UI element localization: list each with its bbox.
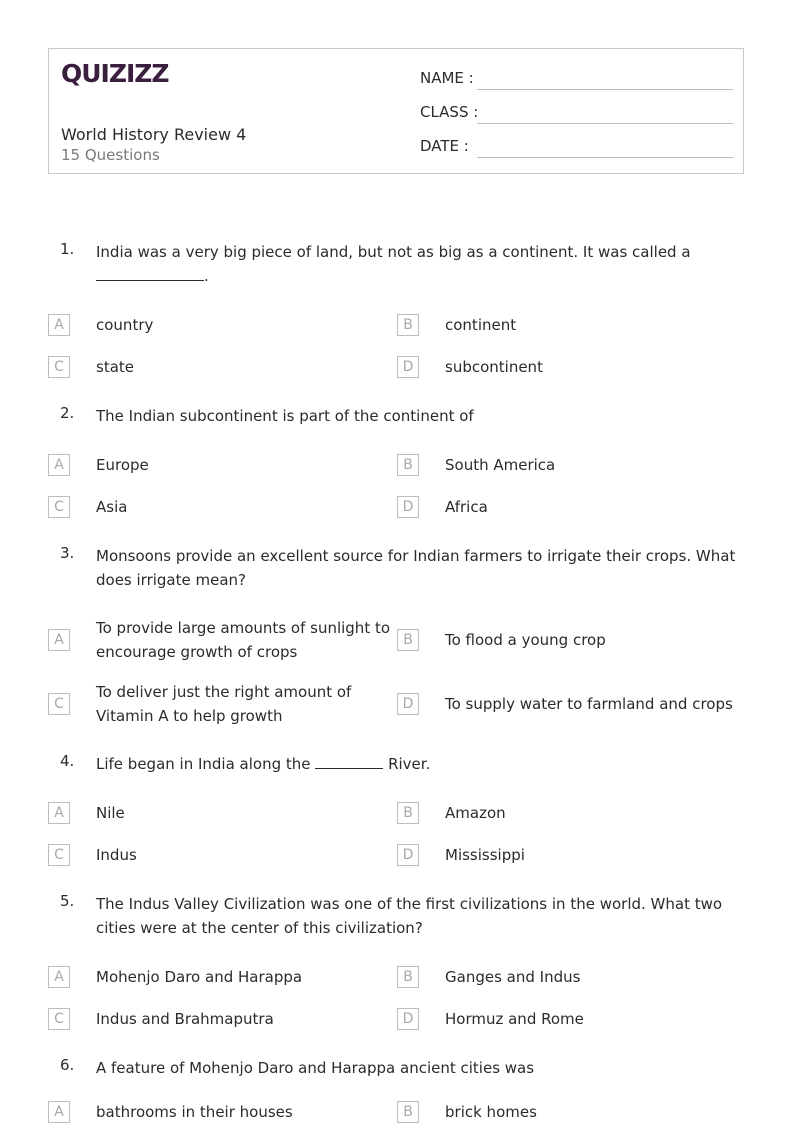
option-letter-box: B <box>397 314 419 336</box>
option-text: To provide large amounts of sunlight to encourage growth of crops <box>96 619 391 661</box>
option-letter-box: D <box>397 1008 419 1030</box>
name-line <box>477 89 733 90</box>
option-letter-box: A <box>48 966 70 988</box>
option-text: Ganges and Indus <box>445 968 581 986</box>
option-letter-box: A <box>48 314 70 336</box>
option-letter-box: C <box>48 693 70 715</box>
question-text <box>96 240 741 288</box>
question-count: 15 Questions <box>61 146 160 164</box>
option-letter-box: B <box>397 454 419 476</box>
option-text: Mohenjo Daro and Harappa <box>96 968 303 986</box>
option-letter-box: D <box>397 693 419 715</box>
answer-blank <box>315 754 383 769</box>
date-line <box>477 157 733 158</box>
option-letter-box: D <box>397 356 419 378</box>
question-number: 6. <box>60 1056 75 1074</box>
option-text: To flood a young crop <box>445 631 606 649</box>
option-letter-box: C <box>48 496 70 518</box>
question-number: 3. <box>60 544 75 562</box>
worksheet-header <box>48 48 744 174</box>
option-text: country <box>96 316 154 334</box>
option-letter-box: C <box>48 1008 70 1030</box>
option-letter-box: B <box>397 629 419 651</box>
option-letter-box: B <box>397 802 419 824</box>
option-text: bathrooms in their houses <box>96 1103 293 1121</box>
option-text: South America <box>445 456 556 474</box>
option-letter-box: A <box>48 802 70 824</box>
option-text: Europe <box>96 456 149 474</box>
worksheet-title: World History Review 4 <box>61 125 247 144</box>
question-number: 4. <box>60 752 75 770</box>
option-text: continent <box>445 316 517 334</box>
class-line <box>477 123 733 124</box>
question-text: The Indian subcontinent is part of the continent of <box>96 407 474 425</box>
option-text: brick homes <box>445 1103 537 1121</box>
option-letter-box: A <box>48 454 70 476</box>
option-text: Indus <box>96 846 137 864</box>
option-letter-box: D <box>397 496 419 518</box>
question-number: 1. <box>60 240 75 258</box>
question-text <box>96 752 741 776</box>
option-letter-box: B <box>397 966 419 988</box>
question-text: A feature of Mohenjo Daro and Harappa ancient cities was <box>96 1059 535 1077</box>
option-letter-box: D <box>397 844 419 866</box>
name-label: NAME : <box>420 69 474 87</box>
class-label: CLASS : <box>420 103 479 121</box>
answer-blank <box>96 266 204 281</box>
option-letter-box: A <box>48 1101 70 1123</box>
question-text-before: Life began in India along the <box>96 755 311 773</box>
option-letter-box: A <box>48 629 70 651</box>
option-text: Amazon <box>445 804 506 822</box>
option-letter-box: C <box>48 844 70 866</box>
option-text: state <box>96 358 134 376</box>
question-text: Monsoons provide an excellent source for Indian farmers to irrigate their crops. What does irrigate mean? <box>96 547 736 589</box>
option-text: subcontinent <box>445 358 543 376</box>
option-text: Hormuz and Rome <box>445 1010 584 1028</box>
option-text: To supply water to farmland and crops <box>445 695 733 713</box>
option-letter-box: B <box>397 1101 419 1123</box>
option-text: Africa <box>445 498 488 516</box>
option-text: Asia <box>96 498 128 516</box>
option-text: Indus and Brahmaputra <box>96 1010 274 1028</box>
question-text: The Indus Valley Civilization was one of the first civilizations in the world. What two cities were at the center of this civilization? <box>96 895 723 937</box>
option-text: Nile <box>96 804 125 822</box>
question-number: 5. <box>60 892 75 910</box>
quizizz-logo: QUIZIZZ <box>61 59 169 88</box>
question-text-after: . <box>204 267 209 285</box>
date-label: DATE : <box>420 137 469 155</box>
option-text: To deliver just the right amount of Vitamin A to help growth <box>96 683 352 725</box>
question-text-after: River. <box>388 755 431 773</box>
option-letter-box: C <box>48 356 70 378</box>
option-text: Mississippi <box>445 846 525 864</box>
question-number: 2. <box>60 404 75 422</box>
question-text-before: India was a very big piece of land, but not as big as a continent. It was called a <box>96 243 691 261</box>
